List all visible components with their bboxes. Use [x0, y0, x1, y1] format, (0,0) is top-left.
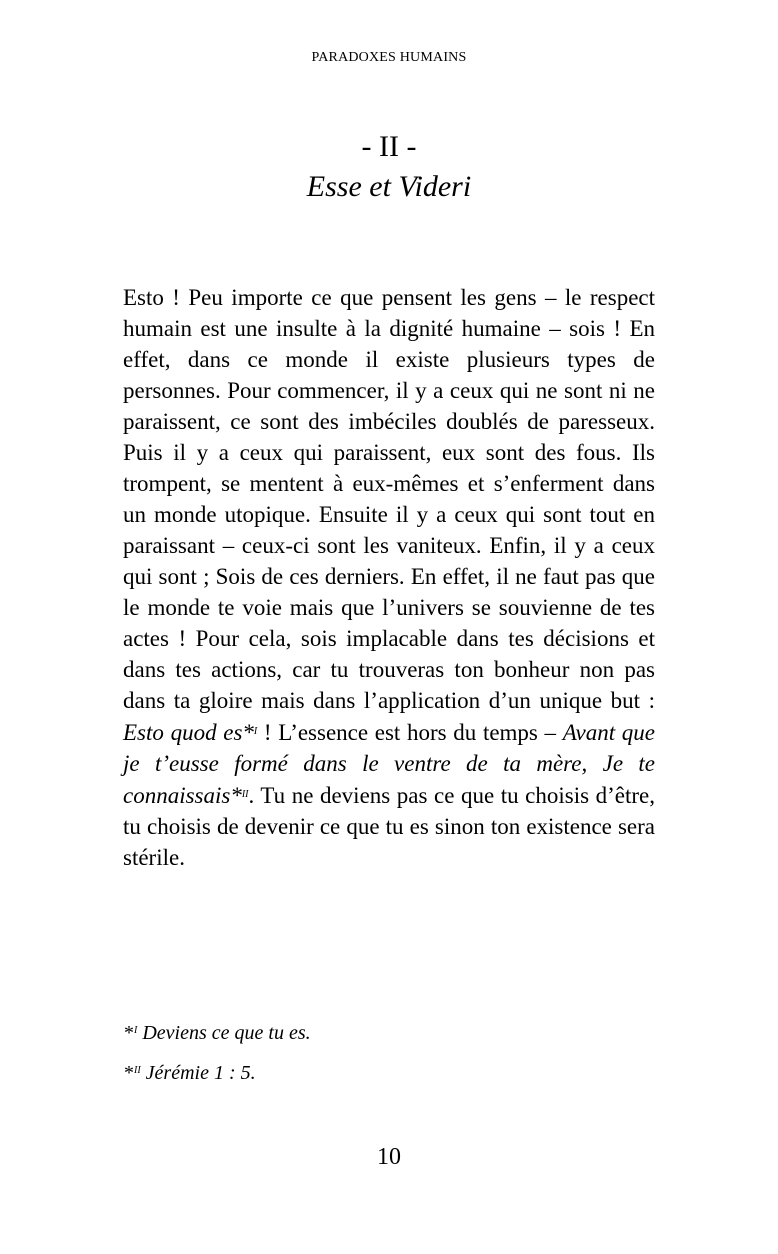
footnotes	[124, 1018, 656, 1098]
chapter-number: - II -	[361, 130, 417, 163]
footnote-2	[124, 1058, 656, 1086]
footnote-ref-label: II	[134, 1065, 141, 1076]
chapter-title: Esse et Videri	[306, 170, 472, 203]
body-text-part-1: Esto ! Peu importe ce que pensent les gens – le respect humain est une insulte à la dignité humaine – sois ! En effet, dans ce monde il existe plusieurs types de personnes. Pour commencer, il y a ceux qui ne sont ni ne paraissent, ce sont des imbéciles doublés de paresseux. Puis il y a ceux qui paraissent, eux sont des fous. Ils trompent, se mentent à eux-mêmes et s’enferment dans un monde utopique. Ensuite il y a ceux qui sont tout en paraissant – ceux-ci sont les vaniteux. Enfin, il y a ceux qui sont ; Sois de ces derniers. En effet, il ne faut pas que le monde te voie mais que l’univers se souvienne de tes actes ! Pour cela, sois implacable dans tes décisions et dans tes actions, car tu trouveras ton bonheur non pas dans ta gloire mais dans l’application d’un unique but :	[123, 285, 655, 713]
body-text-part-3: . Tu ne deviens pas ce que tu choisis d’être, tu choisis de devenir ce que tu es sinon ton existence sera stérile.	[123, 783, 655, 870]
footnote-1	[124, 1018, 656, 1046]
footnote-marker: *	[124, 1062, 134, 1084]
page-number: 10	[377, 1144, 401, 1170]
running-head: PARADOXES HUMAINS	[311, 50, 467, 65]
footnote-text: Deviens ce que tu es.	[142, 1022, 311, 1044]
footnote-ref-2: II	[241, 789, 249, 800]
footnote-ref-1: I	[253, 726, 258, 737]
body-text-part-2: ! L’essence est hors du temps –	[257, 720, 557, 745]
footnote-ref-label: I	[134, 1025, 138, 1036]
body-paragraph	[123, 282, 655, 873]
footnote-text: Jérémie 1 : 5.	[145, 1062, 256, 1084]
quote-jeremie: Avant que je t’eusse formé dans le ventre de ta mère, Je te connaissais*	[123, 720, 656, 808]
quote-esto-quod-es: Esto quod es*	[123, 720, 254, 745]
footnote-marker: *	[124, 1022, 134, 1044]
